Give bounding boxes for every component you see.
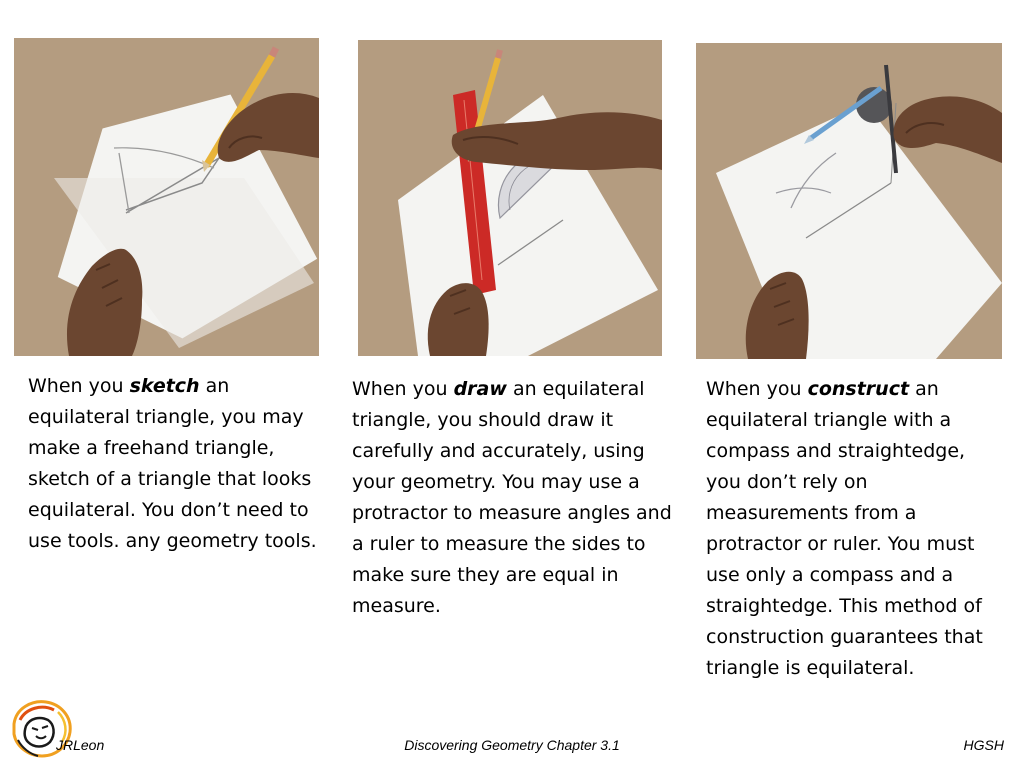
caption-sketch-keyword: sketch xyxy=(129,375,200,397)
caption-sketch xyxy=(28,371,332,557)
photo-construct xyxy=(696,43,1002,359)
photo-draw xyxy=(358,40,662,356)
footer-school: HGSH xyxy=(963,737,1004,753)
caption-construct-keyword: construct xyxy=(807,378,910,400)
footer-author: JRLeon xyxy=(56,737,105,753)
footer-title: Discovering Geometry Chapter 3.1 xyxy=(404,737,620,753)
caption-draw-body: an equilateral triangle, you should draw it carefully and accurately, using your geometry. You may use a protractor to measure angles and a ruler to measure the sides to make sure they are equal in measure. xyxy=(352,378,672,617)
caption-construct-body: an equilateral triangle with a compass and straightedge, you don’t rely on measurements from a protractor or ruler. You must use only a compass and a straightedge. This method of construction guarantees that triangle is equilateral. xyxy=(706,378,983,679)
caption-draw-keyword: draw xyxy=(453,378,507,400)
caption-construct-lead: When you xyxy=(706,378,808,400)
caption-draw xyxy=(352,374,677,622)
caption-sketch-body: an equilateral triangle, you may make a freehand triangle, sketch of a triangle that looks equilateral. You don’t need to use tools. any geometry tools. xyxy=(28,375,317,552)
caption-draw-lead: When you xyxy=(352,378,454,400)
caption-construct xyxy=(706,374,998,684)
caption-sketch-lead: When you xyxy=(28,375,130,397)
photo-sketch xyxy=(14,38,319,356)
